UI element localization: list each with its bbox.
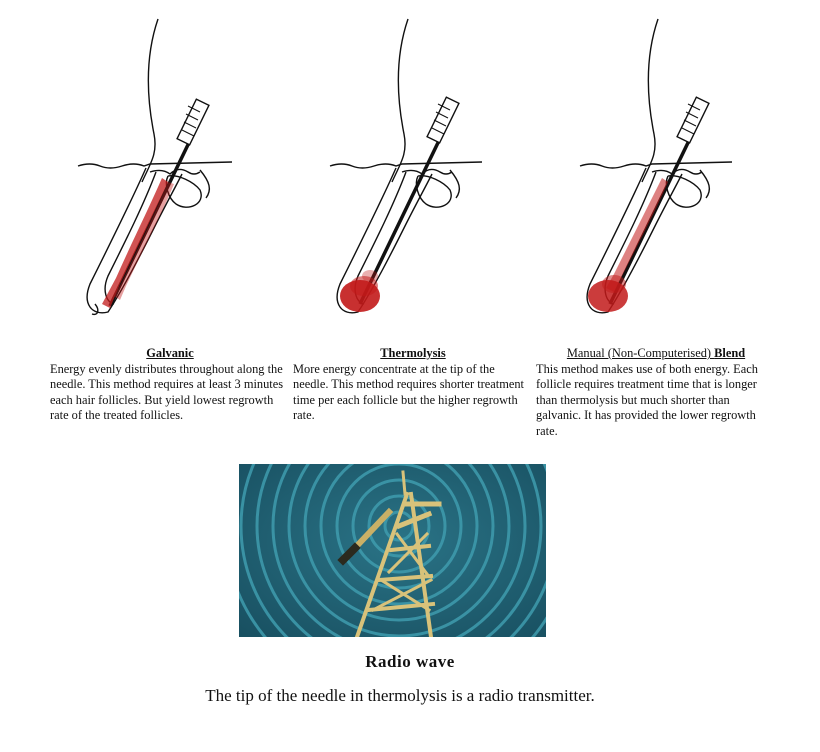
thermolysis-follicle-illustration xyxy=(290,14,490,324)
skin-surface xyxy=(78,162,232,168)
thermolysis-description: More energy concentrate at the tip of the needle. This method requires shorter treatment time per each follicle but the higher regrowth rate. xyxy=(293,361,524,423)
radio-tower-image xyxy=(239,464,546,637)
blend-caption xyxy=(536,346,776,440)
blend-description: This method makes use of both energy. Each follicle requires treatment time that is longer than thermolysis but much shorter than galvanic. It has provided the lower regrowth rate. xyxy=(536,361,758,438)
galvanic-title: Galvanic xyxy=(146,346,194,360)
energy-field xyxy=(102,178,174,308)
radio-wave-caption: The tip of the needle in thermolysis is a radio transmitter. xyxy=(205,686,595,705)
thermolysis-title: Thermolysis xyxy=(380,346,446,360)
hair-shaft xyxy=(392,19,408,182)
energy-field xyxy=(340,270,380,312)
hair-shaft xyxy=(142,19,158,182)
skin-surface xyxy=(330,162,482,168)
radio-wave-title: Radio wave xyxy=(365,652,455,671)
thermolysis-caption xyxy=(293,346,533,424)
skin-ridge xyxy=(402,169,452,174)
skin-ridge xyxy=(652,169,702,174)
skin-surface xyxy=(580,162,732,168)
blend-follicle-illustration xyxy=(536,14,736,324)
hair-shaft xyxy=(642,19,658,182)
galvanic-caption xyxy=(50,346,290,424)
galvanic-description: Energy evenly distributes throughout along the needle. This method requires at least 3 minutes each hair follicles. But yield lowest regrowth rate of the treated follicles. xyxy=(50,361,284,423)
energy-field xyxy=(588,178,668,312)
galvanic-follicle-illustration xyxy=(50,14,250,324)
blend-title: Manual (Non-Computerised) Blend xyxy=(566,346,746,360)
